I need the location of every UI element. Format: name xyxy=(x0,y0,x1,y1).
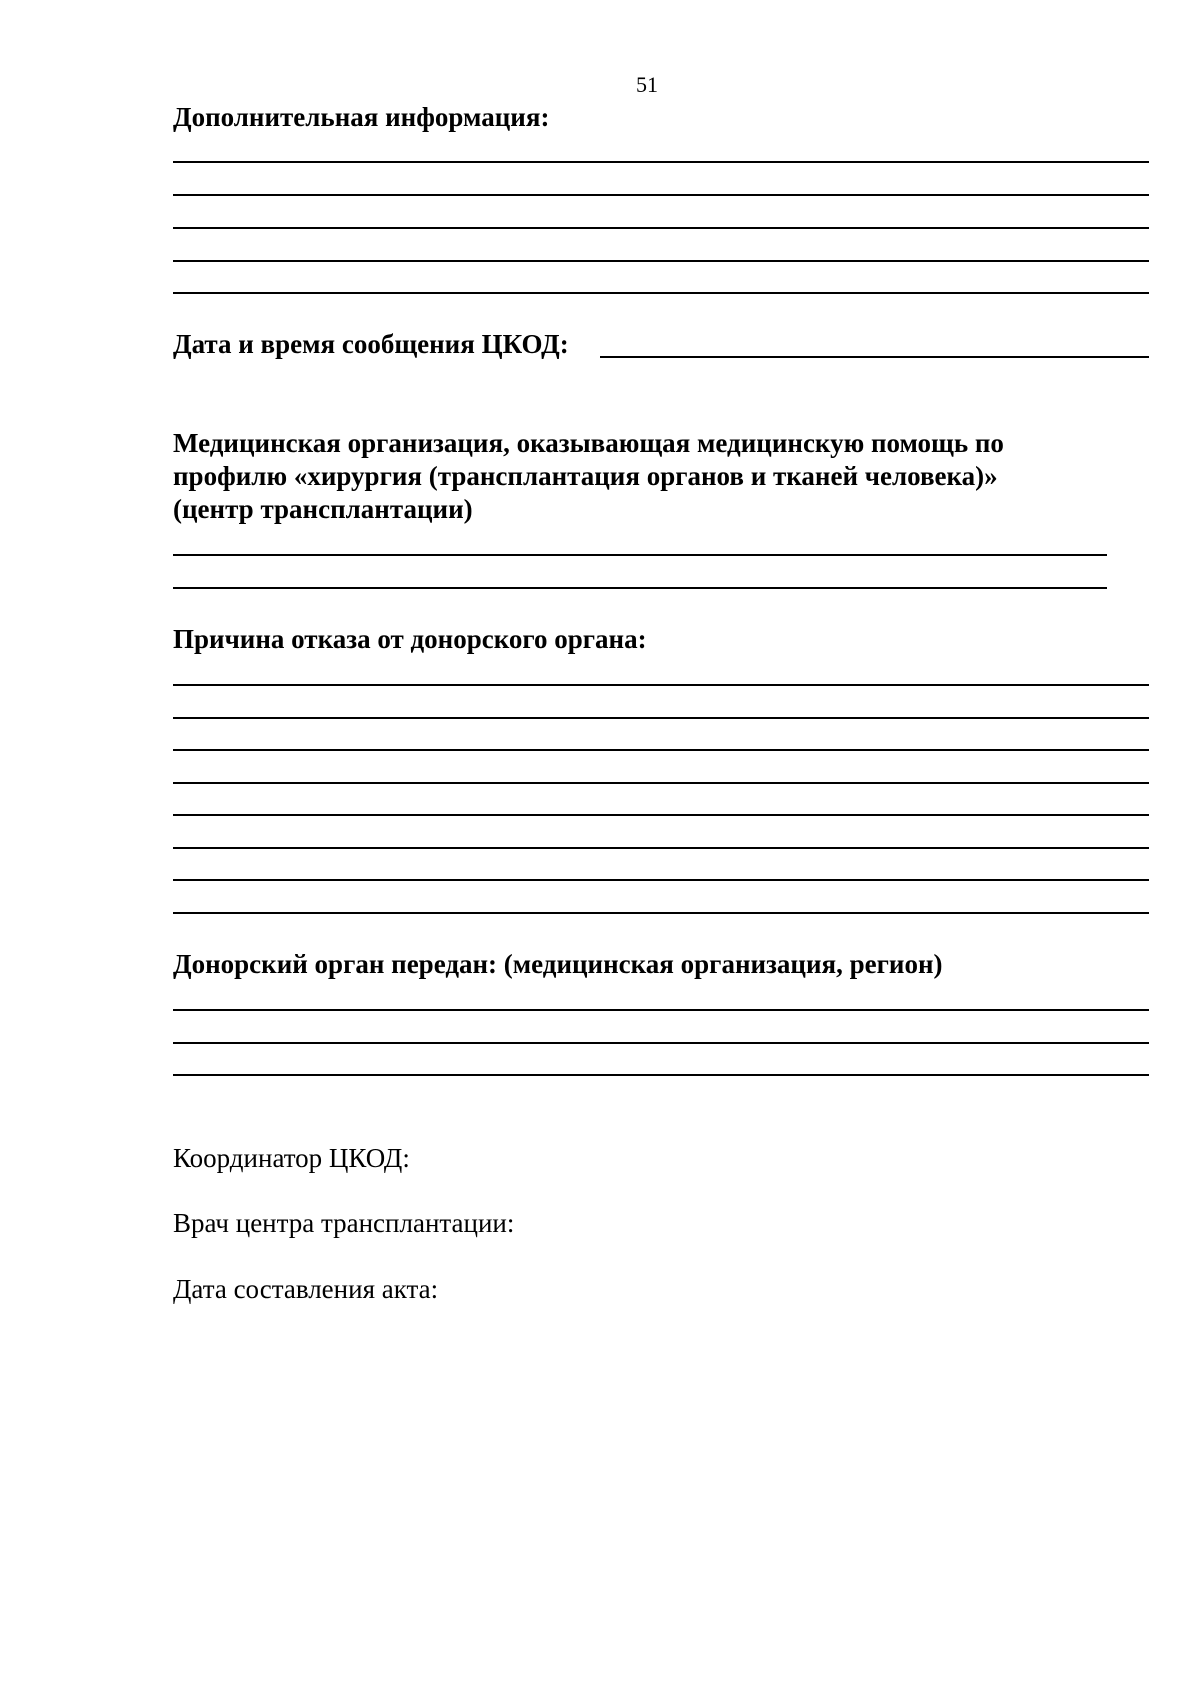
transplant-center-heading-line3: (центр трансплантации) xyxy=(173,494,473,524)
transplant-center-line[interactable] xyxy=(173,587,1107,589)
refusal-reason-line[interactable] xyxy=(173,684,1149,686)
refusal-reason-line[interactable] xyxy=(173,879,1149,881)
transplant-center-heading-line2: профилю «хирургия (трансплантация органов и тканей человека)» xyxy=(173,461,998,491)
transplant-center-heading-line1: Медицинская организация, оказывающая медицинскую помощь по xyxy=(173,428,1004,458)
additional-info-line[interactable] xyxy=(173,194,1149,196)
organ-transferred-heading: Донорский орган передан: (медицинская организация, регион) xyxy=(173,949,943,979)
refusal-reason-line[interactable] xyxy=(173,717,1149,719)
act-date-label: Дата составления акта: xyxy=(173,1274,439,1304)
additional-info-line[interactable] xyxy=(173,260,1149,262)
organ-transferred-line[interactable] xyxy=(173,1042,1149,1044)
additional-info-line[interactable] xyxy=(173,292,1149,294)
refusal-reason-line[interactable] xyxy=(173,782,1149,784)
additional-info-line[interactable] xyxy=(173,227,1149,229)
refusal-reason-heading: Причина отказа от донорского органа: xyxy=(173,624,647,654)
refusal-reason-line[interactable] xyxy=(173,847,1149,849)
organ-transferred-line[interactable] xyxy=(173,1074,1149,1076)
refusal-reason-line[interactable] xyxy=(173,912,1149,914)
coordinator-label: Координатор ЦКОД: xyxy=(173,1143,410,1173)
refusal-reason-line[interactable] xyxy=(173,814,1149,816)
additional-info-line[interactable] xyxy=(173,161,1149,163)
additional-info-heading: Дополнительная информация: xyxy=(173,102,550,132)
refusal-reason-line[interactable] xyxy=(173,749,1149,751)
transplant-center-heading xyxy=(173,427,1004,526)
notification-datetime-label: Дата и время сообщения ЦКОД: xyxy=(173,329,569,359)
organ-transferred-line[interactable] xyxy=(173,1009,1149,1011)
transplant-doctor-label: Врач центра трансплантации: xyxy=(173,1208,515,1238)
notification-datetime-line[interactable] xyxy=(600,356,1149,358)
page-number: 51 xyxy=(636,72,658,97)
transplant-center-line[interactable] xyxy=(173,554,1107,556)
